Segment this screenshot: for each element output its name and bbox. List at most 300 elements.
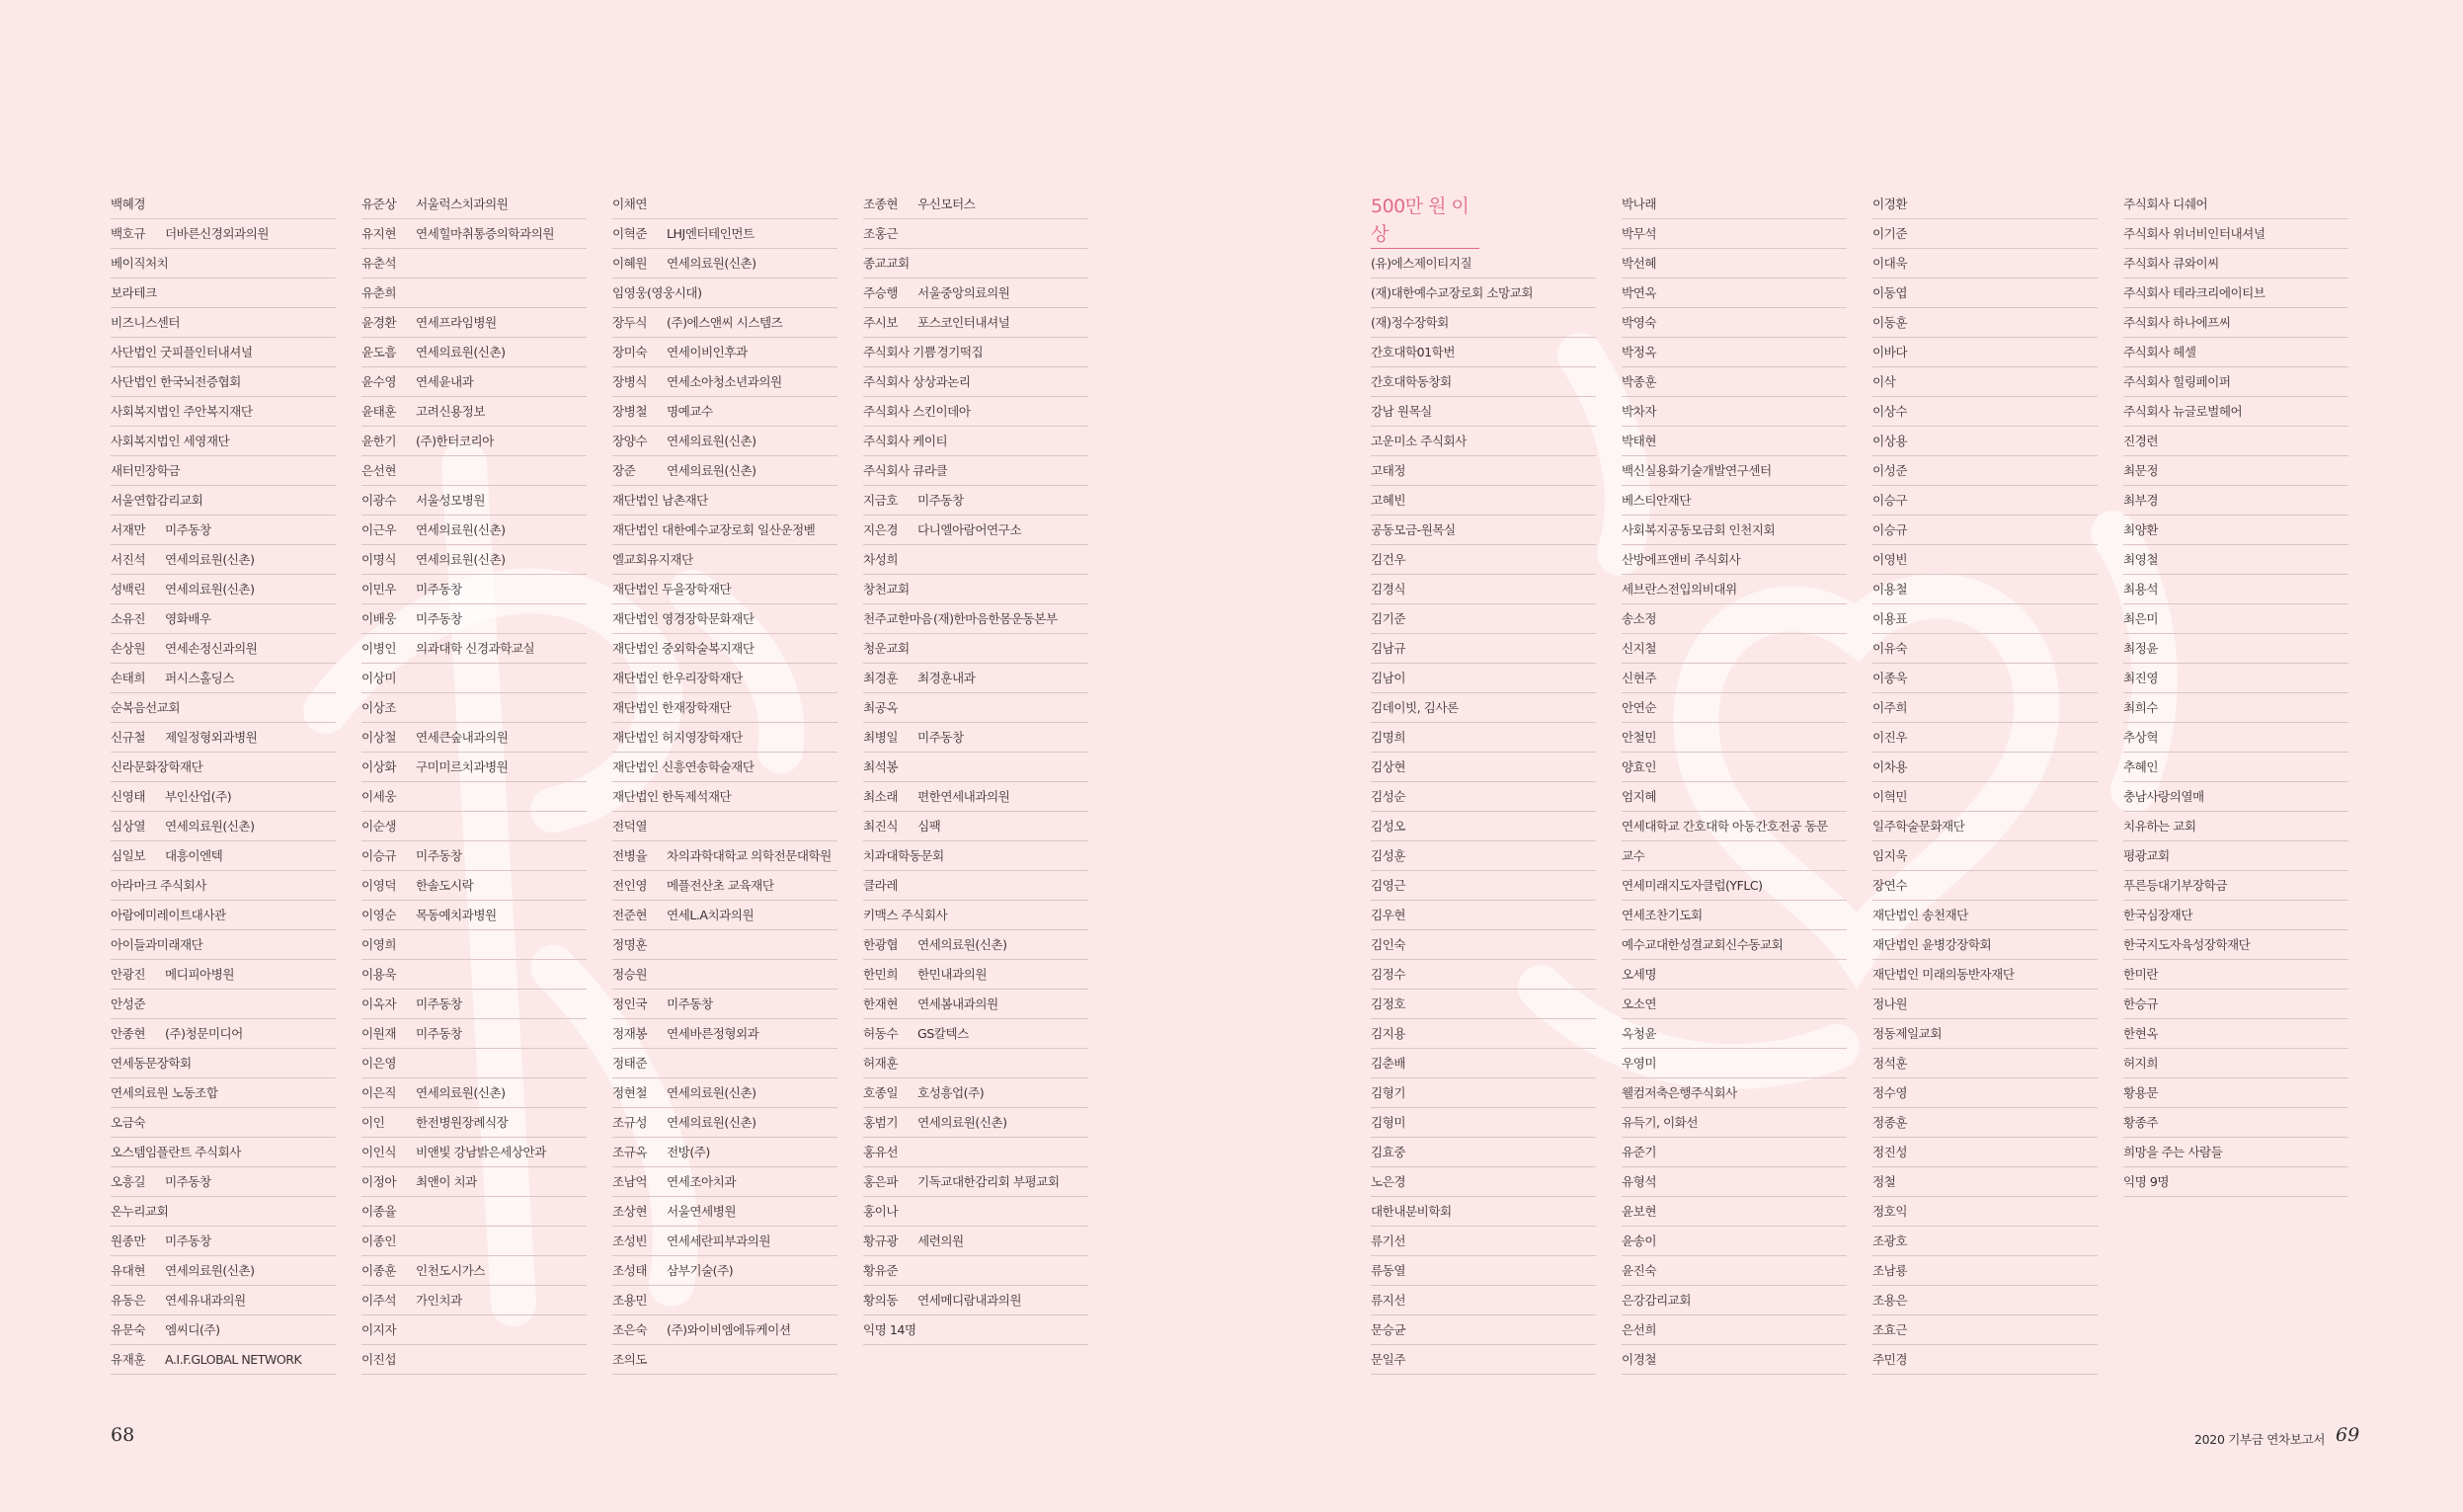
donor-affiliation: 퍼시스홀딩스: [165, 671, 234, 685]
donor-name: 윤수영: [361, 374, 396, 389]
donor-entry: [111, 427, 336, 456]
donor-entry: [863, 753, 1088, 782]
donor-name: 전인영: [612, 878, 647, 893]
donor-entry: [2123, 427, 2348, 456]
donor-name: 임지욱: [1872, 848, 1907, 863]
donor-name: 이상화: [361, 759, 396, 774]
donor-name: 황종주: [2123, 1115, 2158, 1130]
donor-affiliation: 대흥이엔텍: [165, 848, 223, 863]
donor-affiliation: 연세의료원(신촌): [667, 1115, 756, 1130]
donor-entry: [863, 308, 1088, 338]
donor-entry: [1622, 1078, 1847, 1108]
donor-name: 연세조찬기도회: [1622, 908, 1703, 922]
donor-entry: [612, 1256, 837, 1286]
donor-name: 이인: [361, 1115, 385, 1130]
donor-entry: [361, 219, 587, 249]
donor-name: 최경훈: [863, 671, 898, 685]
donor-name: 주식회사 기쁨: [863, 345, 936, 359]
donor-name: 이상철: [361, 730, 396, 745]
donor-entry: [863, 1286, 1088, 1315]
donor-affiliation: 엠씨디(주): [165, 1322, 220, 1337]
donor-entry: [1371, 1286, 1596, 1315]
donor-entry: [1371, 723, 1596, 753]
donor-entry: [1371, 1197, 1596, 1227]
donor-name: 박차자: [1622, 404, 1656, 419]
donor-entry: [612, 1049, 837, 1078]
donor-entry: [361, 1078, 587, 1108]
donor-entry: [1371, 841, 1596, 871]
donor-entry: [361, 190, 587, 219]
donor-entry: [612, 1019, 837, 1049]
donor-entry: [1371, 693, 1596, 723]
donor-entry: [1622, 367, 1847, 397]
donor-name: 오세명: [1622, 967, 1656, 982]
donor-entry: [1872, 1227, 2098, 1256]
donor-affiliation: 미주동창: [667, 996, 713, 1011]
donor-name: 윤도흠: [361, 345, 396, 359]
donor-entry: [361, 664, 587, 693]
donor-name: 지금호: [863, 493, 898, 508]
donor-name: 정호익: [1872, 1204, 1907, 1219]
donor-affiliation: 연세의료원(신촌): [667, 256, 756, 271]
donor-name: 박종훈: [1622, 374, 1656, 389]
donor-name: 이영순: [361, 908, 396, 922]
donor-affiliation: 한민내과의원: [917, 967, 987, 982]
donor-entry: [863, 516, 1088, 545]
donor-name: 박영숙: [1622, 315, 1656, 330]
donor-entry: [612, 486, 837, 516]
donor-name: 이승규: [361, 848, 396, 863]
donor-name: 오금숙: [111, 1115, 145, 1130]
donor-entry: [111, 456, 336, 486]
donor-entry: [1622, 812, 1847, 841]
donor-name: 재단법인 한독제석재단: [612, 789, 732, 804]
donor-name: 은선현: [361, 463, 396, 478]
donor-entry: [2123, 219, 2348, 249]
donor-name: 심일보: [111, 848, 145, 863]
donor-name: 엄지혜: [1622, 789, 1656, 804]
donor-name: 차성희: [863, 552, 898, 567]
donor-name: 이성준: [1872, 463, 1907, 478]
donor-name: 새터민장학금: [111, 463, 180, 478]
donor-name: 사단법인 굿피플인터내셔널: [111, 345, 253, 359]
donor-entry: [863, 901, 1088, 930]
donor-name: 이명식: [361, 552, 396, 567]
donor-name: 정나원: [1872, 996, 1907, 1011]
donor-entry: [2123, 723, 2348, 753]
donor-name: 사회복지법인 주안복지재단: [111, 404, 253, 419]
donor-name: 송소정: [1622, 611, 1656, 626]
donor-entry: [1622, 1108, 1847, 1138]
donor-entry: [1622, 338, 1847, 367]
donor-entry: [1622, 1345, 1847, 1375]
donor-entry: [1872, 219, 2098, 249]
section-title: 500만 원 이상: [1371, 193, 1479, 249]
donor-name: 장양수: [612, 434, 647, 448]
donor-entry: [612, 338, 837, 367]
donor-name: 신규철: [111, 730, 145, 745]
page-number-right: 69: [2336, 1424, 2360, 1446]
donor-affiliation: 목동예치과병원: [416, 908, 497, 922]
donor-name: 이유숙: [1872, 641, 1907, 656]
donor-affiliation: 최앤이 치과: [416, 1174, 477, 1189]
donor-entry: [2123, 1167, 2348, 1197]
left-donor-column-2: [361, 190, 587, 1375]
donor-affiliation: 차의과학대학교 의학전문대학원: [667, 848, 832, 863]
donor-entry: [612, 901, 837, 930]
donor-name: 연세대학교 간호대학 아동간호전공 동문: [1622, 819, 1828, 834]
donor-entry: [1622, 516, 1847, 545]
donor-name: 유춘석: [361, 256, 396, 271]
donor-entry: [2123, 308, 2348, 338]
donor-affiliation: 연세봄내과의원: [917, 996, 998, 1011]
donor-name: 문승균: [1371, 1322, 1405, 1337]
donor-name: 한승규: [2123, 996, 2158, 1011]
donor-entry: [2123, 782, 2348, 812]
donor-name: 최병일: [863, 730, 898, 745]
donor-name: 이세웅: [361, 789, 396, 804]
donor-name: 천주교한마음: [863, 611, 932, 626]
donor-entry: [111, 1227, 336, 1256]
donor-name: 안광진: [111, 967, 145, 982]
donor-entry: [1371, 930, 1596, 960]
donor-entry: [2123, 812, 2348, 841]
donor-entry: [111, 397, 336, 427]
donor-name: 신현주: [1622, 671, 1656, 685]
donor-entry: [1622, 930, 1847, 960]
donor-affiliation: 연세의료원(신촌): [416, 1085, 506, 1100]
donor-entry: [863, 693, 1088, 723]
donor-affiliation: 연세세란피부과의원: [667, 1233, 770, 1248]
donor-name: 이승규: [1872, 522, 1907, 537]
donor-affiliation: 연세큰숲내과의원: [416, 730, 509, 745]
donor-entry: [1371, 1167, 1596, 1197]
donor-entry: [612, 871, 837, 901]
donor-name: 이경철: [1622, 1352, 1656, 1367]
donor-affiliation: A.I.F.GLOBAL NETWORK: [165, 1352, 302, 1367]
donor-affiliation: 고려신용정보: [416, 404, 485, 419]
donor-name: 이인식: [361, 1145, 396, 1159]
donor-name: 이기준: [1872, 226, 1907, 241]
donor-name: 안종현: [111, 1026, 145, 1041]
donor-entry: [2123, 841, 2348, 871]
donor-name: 주식회사 디쉐어: [2123, 197, 2208, 211]
donor-entry: [361, 397, 587, 427]
donor-entry: [863, 604, 1088, 634]
donor-entry: [612, 308, 837, 338]
donor-entry: [1371, 367, 1596, 397]
donor-affiliation: 영화배우: [165, 611, 211, 626]
right-donor-column-2: [1622, 190, 1847, 1375]
donor-entry: [612, 367, 837, 397]
donor-name: 안성준: [111, 996, 145, 1011]
donor-entry: [612, 930, 837, 960]
donor-entry: [361, 1227, 587, 1256]
donor-name: 장병식: [612, 374, 647, 389]
donor-entry: [361, 1315, 587, 1345]
page-number-left: 68: [111, 1424, 135, 1446]
donor-name: 이채연: [612, 197, 647, 211]
donor-name: 은강감리교회: [1622, 1293, 1691, 1308]
donor-name: 키맥스 주식회사: [863, 908, 948, 922]
donor-name: 이동훈: [1872, 315, 1907, 330]
donor-name: 홍은파: [863, 1174, 898, 1189]
donor-entry: [361, 367, 587, 397]
donor-name: 이광수: [361, 493, 396, 508]
donor-name: 이바다: [1872, 345, 1907, 359]
donor-entry: [863, 841, 1088, 871]
donor-entry: [863, 575, 1088, 604]
donor-name: 이은영: [361, 1056, 396, 1071]
donor-entry: [1872, 604, 2098, 634]
donor-name: 고혜빈: [1371, 493, 1405, 508]
donor-name: 이상미: [361, 671, 396, 685]
donor-name: 추혜인: [2123, 759, 2158, 774]
donor-name: 이종훈: [361, 1263, 396, 1278]
donor-name: 황규광: [863, 1233, 898, 1248]
right-donor-column-4: [2123, 190, 2348, 1197]
donor-affiliation: 연세의료원(신촌): [667, 1085, 756, 1100]
donor-name: 이경환: [1872, 197, 1907, 211]
donor-entry: [111, 1019, 336, 1049]
donor-entry: [863, 871, 1088, 901]
donor-name: 양효인: [1622, 759, 1656, 774]
donor-name: 김성순: [1371, 789, 1405, 804]
donor-affiliation: 우신모터스: [917, 197, 976, 211]
donor-name: 소유진: [111, 611, 145, 626]
donor-entry: [1622, 1197, 1847, 1227]
donor-entry: [1872, 249, 2098, 279]
donor-affiliation: LHJ엔터테인먼트: [667, 226, 755, 241]
donor-name: 백혜경: [111, 197, 145, 211]
donor-entry: [1622, 1227, 1847, 1256]
donor-name: 윤진숙: [1622, 1263, 1656, 1278]
donor-name: 장두식: [612, 315, 647, 330]
donor-affiliation: 다니엘아람어연구소: [917, 522, 1021, 537]
donor-entry: [111, 190, 336, 219]
donor-entry: [612, 723, 837, 753]
donor-name: 보라테크: [111, 285, 157, 300]
donor-entry: [2123, 1078, 2348, 1108]
donor-entry: [1622, 782, 1847, 812]
donor-entry: [1872, 693, 2098, 723]
donor-entry: [361, 308, 587, 338]
donor-name: 최양환: [2123, 522, 2158, 537]
donor-name: 사단법인 한국뇌전증협회: [111, 374, 241, 389]
donor-name: 정태준: [612, 1056, 647, 1071]
donor-name: 재단법인 한우리장학재단: [612, 671, 743, 685]
donor-name: 최희수: [2123, 700, 2158, 715]
donor-entry: [1371, 338, 1596, 367]
donor-affiliation: 세련의원: [917, 1233, 964, 1248]
donor-entry: [1371, 604, 1596, 634]
donor-entry: [1371, 753, 1596, 782]
donor-entry: [612, 693, 837, 723]
donor-name: 전덕열: [612, 819, 647, 834]
donor-name: 노은경: [1371, 1174, 1405, 1189]
donor-name: 이정아: [361, 1174, 396, 1189]
donor-name: 재단법인 대한예수교장로회 일산운정벧: [612, 522, 816, 537]
donor-name: 정재봉: [612, 1026, 647, 1041]
donor-entry: [1622, 634, 1847, 664]
donor-entry: [612, 1315, 837, 1345]
donor-affiliation: 가인치과: [416, 1293, 462, 1308]
donor-entry: [361, 693, 587, 723]
donor-affiliation: 미주동창: [416, 848, 462, 863]
donor-name: 치과대학동문회: [863, 848, 944, 863]
donor-entry: [1371, 545, 1596, 575]
donor-name: 조남억: [612, 1174, 647, 1189]
donor-name: 창천교회: [863, 582, 910, 597]
donor-name: 심상열: [111, 819, 145, 834]
donor-name: 허재훈: [863, 1056, 898, 1071]
donor-entry: [1371, 812, 1596, 841]
donor-name: 조홍근: [863, 226, 898, 241]
donor-entry: [1622, 1286, 1847, 1315]
donor-name: 박정옥: [1622, 345, 1656, 359]
donor-name: 김기준: [1371, 611, 1405, 626]
donor-name: 유대현: [111, 1263, 145, 1278]
donor-name: 유문숙: [111, 1322, 145, 1337]
donor-name: 김상현: [1371, 759, 1405, 774]
donor-name: 추상혁: [2123, 730, 2158, 745]
donor-affiliation: 인천도시가스: [416, 1263, 485, 1278]
donor-entry: [1872, 456, 2098, 486]
donor-name: 이삭: [1872, 374, 1896, 389]
donor-entry: [361, 456, 587, 486]
donor-name: 산방에프앤비 주식회사: [1622, 552, 1741, 567]
donor-name: 청운교회: [863, 641, 910, 656]
donor-entry: [361, 1167, 587, 1197]
donor-entry: [361, 812, 587, 841]
donor-entry: [1872, 1078, 2098, 1108]
donor-affiliation: 연세바른정형외과: [667, 1026, 759, 1041]
donor-name: 유재훈: [111, 1352, 145, 1367]
donor-name: 박태현: [1622, 434, 1656, 448]
donor-entry: [863, 456, 1088, 486]
donor-entry: [361, 1345, 587, 1375]
donor-name: 조성태: [612, 1263, 647, 1278]
donor-affiliation: 명예교수: [667, 404, 713, 419]
donor-affiliation: 서울중앙의료의원: [917, 285, 1010, 300]
donor-entry: [2123, 930, 2348, 960]
donor-entry: [1872, 812, 2098, 841]
donor-name: 최석봉: [863, 759, 898, 774]
donor-name: 백호규: [111, 226, 145, 241]
donor-name: 사회복지공동모금회 인천지회: [1622, 522, 1776, 537]
donor-affiliation: 전방(주): [667, 1145, 710, 1159]
donor-name: 황유준: [863, 1263, 898, 1278]
donor-entry: [111, 901, 336, 930]
donor-entry: [361, 930, 587, 960]
donor-entry: [863, 486, 1088, 516]
donor-entry: [111, 664, 336, 693]
donor-entry: [1872, 753, 2098, 782]
donor-affiliation: (주)청문미디어: [165, 1026, 243, 1041]
donor-name: 평광교회: [2123, 848, 2170, 863]
donor-entry: [2123, 1108, 2348, 1138]
donor-entry: [863, 960, 1088, 990]
donor-name: 장미숙: [612, 345, 647, 359]
donor-entry: [1371, 782, 1596, 812]
donor-name: 최공옥: [863, 700, 898, 715]
donor-name: 연세미래지도자클럽(YFLC): [1622, 878, 1763, 893]
donor-entry: [2123, 486, 2348, 516]
donor-name: 교수: [1622, 848, 1645, 863]
donor-entry: [111, 367, 336, 397]
donor-affiliation: 연세의료원(신촌): [165, 819, 255, 834]
donor-name: 이순생: [361, 819, 396, 834]
donor-name: 이용욱: [361, 967, 396, 982]
donor-name: 베이직처치: [111, 256, 169, 271]
donor-affiliation: 미주동창: [416, 1026, 462, 1041]
donor-name: 재단법인 송천재단: [1872, 908, 1968, 922]
donor-entry: [2123, 338, 2348, 367]
donor-entry: [2123, 397, 2348, 427]
donor-entry: [1622, 693, 1847, 723]
donor-name: 이용표: [1872, 611, 1907, 626]
donor-entry: [1371, 871, 1596, 901]
donor-entry: [863, 545, 1088, 575]
donor-name: 서진석: [111, 552, 145, 567]
donor-entry: [612, 190, 837, 219]
donor-entry: [612, 1286, 837, 1315]
donor-name: 이혜원: [612, 256, 647, 271]
donor-entry: [612, 1138, 837, 1167]
donor-entry: [2123, 990, 2348, 1019]
donor-name: 최부경: [2123, 493, 2158, 508]
donor-entry: [2123, 279, 2348, 308]
donor-entry: [863, 723, 1088, 753]
donor-entry: [863, 190, 1088, 219]
donor-name: 신지철: [1622, 641, 1656, 656]
donor-name: 김남이: [1371, 671, 1405, 685]
donor-entry: [1872, 634, 2098, 664]
donor-name: 이상조: [361, 700, 396, 715]
donor-entry: [612, 397, 837, 427]
donor-name: 주승행: [863, 285, 898, 300]
donor-affiliation: 호성흥업(주): [917, 1085, 985, 1100]
donor-entry: [1371, 990, 1596, 1019]
donor-entry: [612, 427, 837, 456]
donor-entry: [2123, 575, 2348, 604]
donor-entry: [1622, 190, 1847, 219]
donor-entry: [612, 1345, 837, 1375]
donor-name: 홍범기: [863, 1115, 898, 1130]
donor-name: 문일주: [1371, 1352, 1405, 1367]
donor-name: (재)대한예수교장로회 소망교회: [1371, 285, 1533, 300]
donor-name: 한현옥: [2123, 1026, 2158, 1041]
donor-name: 이종율: [361, 1204, 396, 1219]
donor-entry: [863, 397, 1088, 427]
donor-entry: [1872, 841, 2098, 871]
donor-name: 주민경: [1872, 1352, 1907, 1367]
donor-name: 최소래: [863, 789, 898, 804]
donor-name: 유동은: [111, 1293, 145, 1308]
donor-entry: [863, 1019, 1088, 1049]
left-donor-column-1: [111, 190, 336, 1375]
donor-name: 김명희: [1371, 730, 1405, 745]
donor-name: 치유하는 교회: [2123, 819, 2196, 834]
donor-affiliation: 심팩: [917, 819, 941, 834]
donor-entry: [1622, 427, 1847, 456]
donor-entry: [1872, 871, 2098, 901]
donor-name: 재단법인 한재장학재단: [612, 700, 732, 715]
donor-entry: [1872, 664, 2098, 693]
donor-entry: [361, 841, 587, 871]
donor-entry: [1622, 604, 1847, 634]
donor-name: 주식회사 큐와이씨: [2123, 256, 2219, 271]
